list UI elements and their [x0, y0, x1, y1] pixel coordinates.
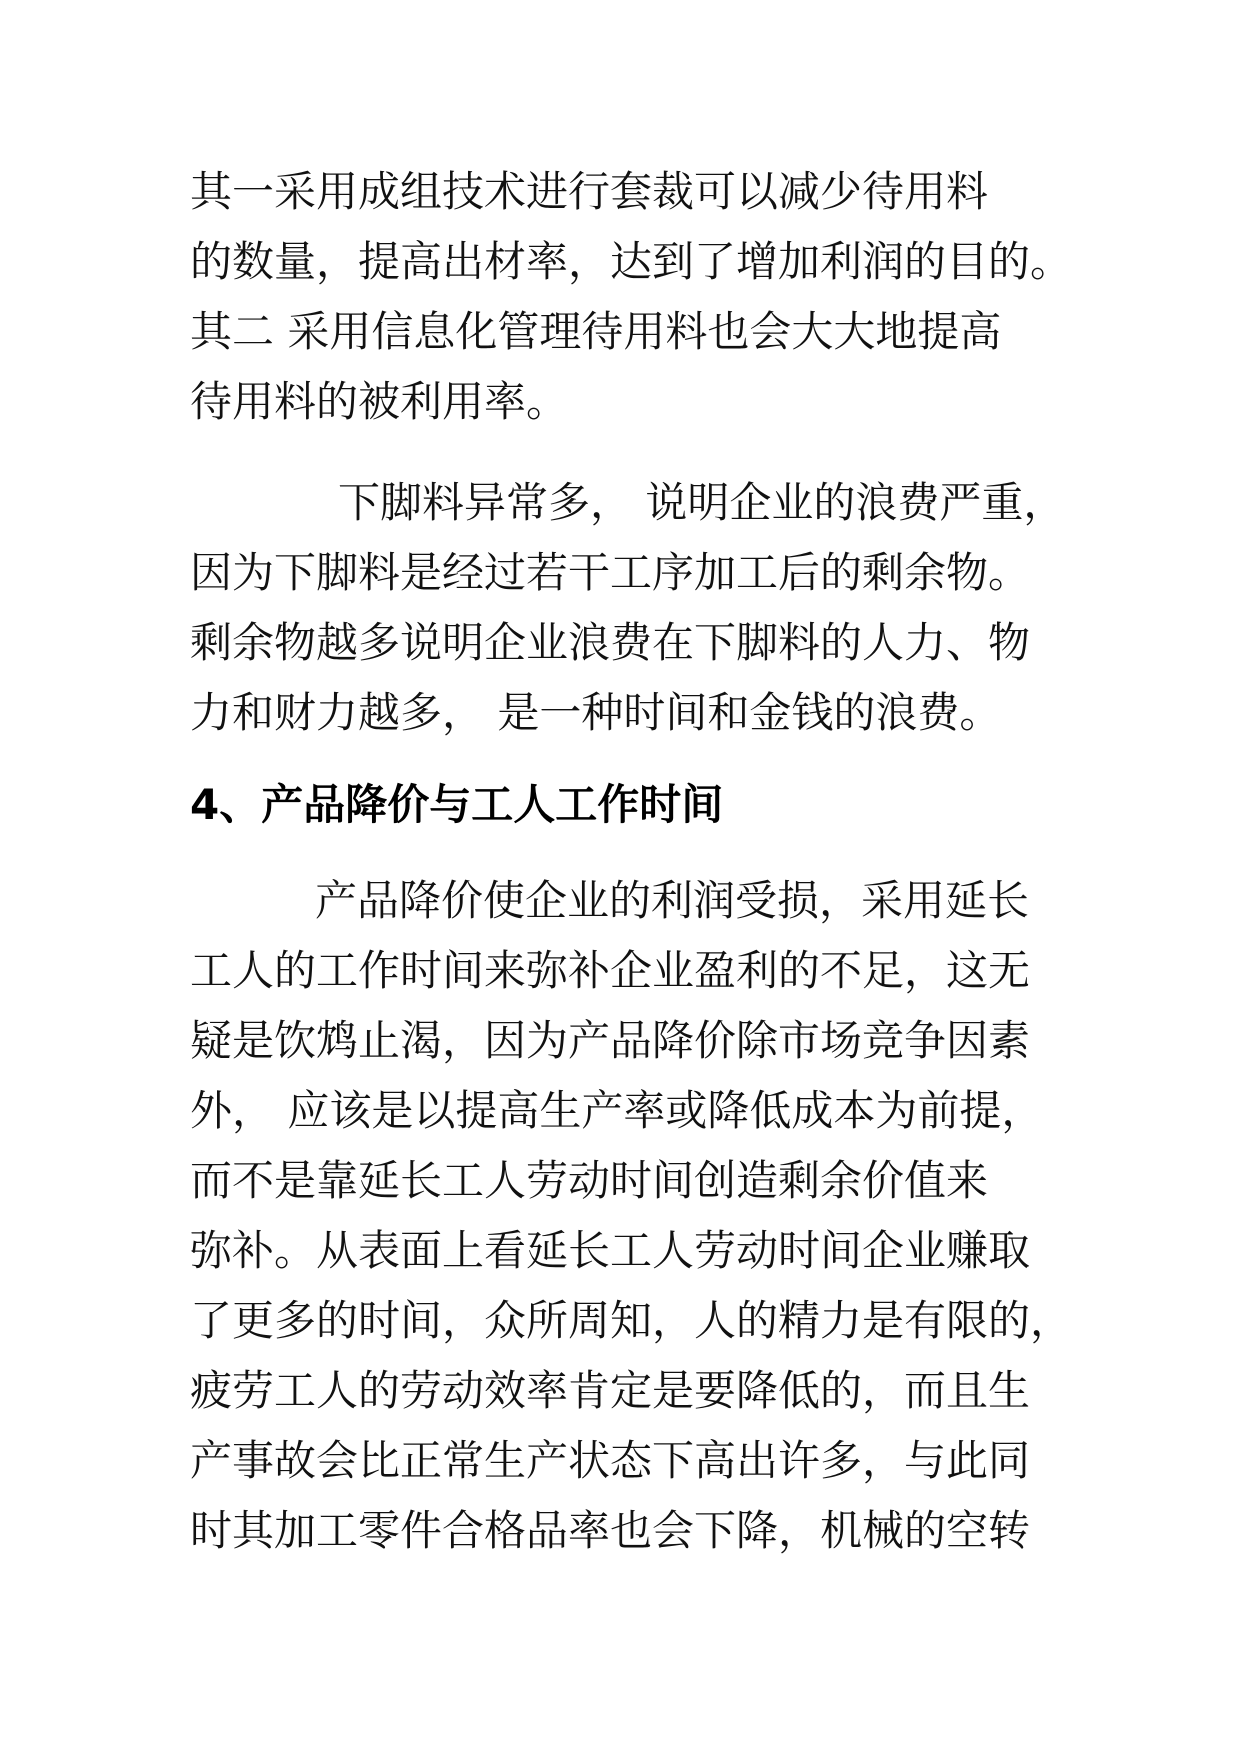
- paragraph-line: 其一采用成组技术进行套裁可以减少待用料: [190, 167, 989, 216]
- paragraph-line: 因为下脚料是经过若干工序加工后的剩余物。: [190, 548, 1031, 597]
- paragraph-line: 产品降价使企业的利润受损，采用延长: [315, 876, 1030, 925]
- section-heading: 4、产品降价与工人工作时间: [190, 780, 724, 829]
- paragraph-line: 工人的工作时间来弥补企业盈利的不足，这无: [190, 946, 1031, 995]
- paragraph-line: 了更多的时间，众所周知，人的精力是有限的，: [190, 1296, 1073, 1345]
- paragraph-line: 下脚料异常多， 说明企业的浪费严重，: [338, 478, 1066, 527]
- paragraph-group-tech: [190, 157, 1073, 437]
- paragraph-scrap-material: [190, 468, 1070, 748]
- paragraph-line: 弥补。从表面上看延长工人劳动时间企业赚取: [190, 1226, 1031, 1275]
- paragraph-line: 剩余物越多说明企业浪费在下脚料的人力、物: [190, 618, 1031, 667]
- paragraph-line: 外， 应该是以提高生产率或降低成本为前提，: [190, 1086, 1044, 1135]
- paragraph-line: 疲劳工人的劳动效率肯定是要降低的，而且生: [190, 1366, 1031, 1415]
- paragraph-line: 而不是靠延长工人劳动时间创造剩余价值来: [190, 1156, 989, 1205]
- paragraph-line: 的数量，提高出材率，达到了增加利润的目的。: [190, 237, 1073, 286]
- paragraph-line: 力和财力越多， 是一种时间和金钱的浪费。: [190, 688, 1002, 737]
- paragraph-line: 时其加工零件合格品率也会下降，机械的空转: [190, 1506, 1031, 1555]
- paragraph-line: 产事故会比正常生产状态下高出许多，与此同: [190, 1436, 1031, 1485]
- paragraph-line: 待用料的被利用率。: [190, 377, 569, 426]
- paragraph-line: 疑是饮鸩止渴，因为产品降价除市场竞争因素: [190, 1016, 1031, 1065]
- paragraph-price-reduction: [190, 866, 1073, 1566]
- paragraph-line: 其二 采用信息化管理待用料也会大大地提高: [190, 307, 1002, 356]
